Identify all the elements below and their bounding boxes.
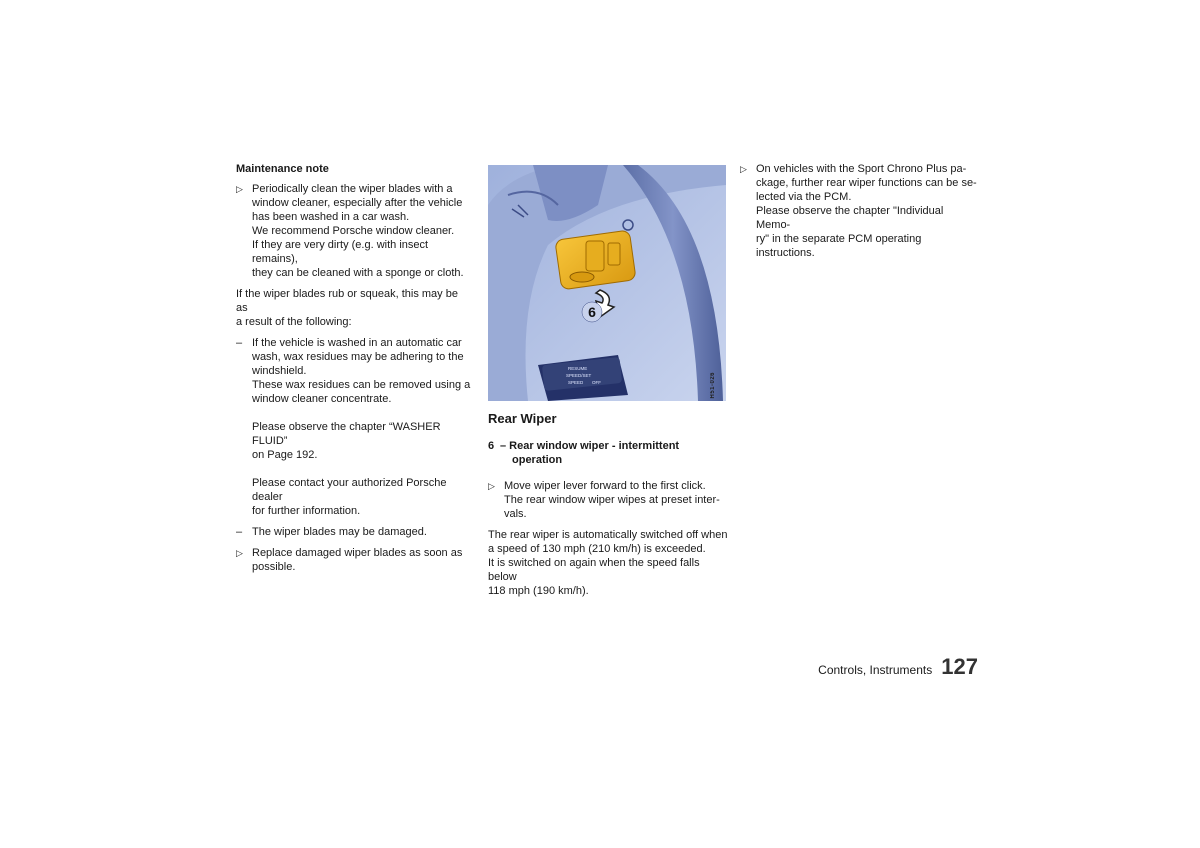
text-line: lected via the PCM. — [756, 191, 852, 203]
text-line: – Rear window wiper - intermittent — [500, 440, 680, 452]
text-line: The rear wiper is automatically switched off when — [488, 529, 728, 541]
list-item — [488, 479, 728, 521]
callout-number: 6 — [488, 440, 495, 452]
list-item — [236, 546, 472, 574]
triangle-bullet-icon: ▷ — [488, 481, 495, 491]
text-line: If the wiper blades rub or squeak, this may be as — [236, 288, 458, 314]
text-line: On vehicles with the Sport Chrono Plus pa- — [756, 163, 967, 175]
section-title: Rear Wiper — [488, 411, 557, 426]
text-line: operation — [512, 454, 563, 466]
text-line: window cleaner, especially after the vehicle — [252, 197, 463, 209]
dash-bullet-icon: – — [236, 337, 243, 349]
triangle-bullet-icon: ▷ — [236, 548, 243, 558]
page-footer — [760, 654, 978, 679]
text-line: they can be cleaned with a sponge or cloth. — [252, 267, 464, 279]
text-line: window cleaner concentrate. — [252, 393, 392, 405]
paragraph — [236, 287, 472, 329]
dash-bullet-icon: – — [236, 526, 243, 538]
text-line: wash, wax residues may be adhering to the — [252, 351, 464, 363]
text-line: on Page 192. — [252, 449, 318, 461]
list-item — [740, 162, 980, 260]
list-item — [236, 525, 472, 539]
figure-code: H51-026 — [710, 372, 716, 399]
text-line: We recommend Porsche window cleaner. — [252, 225, 455, 237]
figure-callout: 6 — [588, 304, 596, 320]
text-line: Please contact your authorized Porsche dealer — [252, 477, 447, 503]
triangle-bullet-icon: ▷ — [236, 184, 243, 194]
text-line: These wax residues can be removed using a — [252, 379, 471, 391]
svg-text:OFF: OFF — [592, 380, 601, 385]
text-line: If the vehicle is washed in an automatic car — [252, 337, 462, 349]
column-left — [236, 162, 472, 581]
text-line: for further information. — [252, 505, 361, 517]
page-number: 127 — [941, 654, 978, 679]
text-line: windshield. — [252, 365, 307, 377]
svg-text:SPEED: SPEED — [568, 380, 584, 385]
list-item — [236, 336, 472, 518]
footer-section-name: Controls, Instruments — [818, 663, 933, 677]
wiper-lever-illustration — [488, 165, 726, 401]
text-line: Please observe the chapter “WASHER FLUID” — [252, 421, 441, 447]
column-right — [740, 162, 980, 267]
callout-legend — [488, 439, 728, 467]
text-line: Replace damaged wiper blades as soon as — [252, 547, 463, 559]
text-line: a speed of 130 mph (210 km/h) is exceeded. — [488, 543, 706, 555]
text-line: 118 mph (190 km/h). — [488, 585, 589, 597]
text-line: vals. — [504, 508, 527, 520]
paragraph — [488, 528, 728, 598]
maintenance-note-title: Maintenance note — [236, 163, 329, 175]
text-line: ckage, further rear wiper functions can be se- — [756, 177, 977, 189]
text-line: Please observe the chapter "Individual Memo- — [756, 205, 944, 231]
text-line: The wiper blades may be damaged. — [252, 526, 427, 538]
svg-text:SPEED/SET: SPEED/SET — [566, 373, 592, 378]
text-line: If they are very dirty (e.g. with insect remains), — [252, 239, 429, 265]
list-item — [236, 182, 472, 280]
text-line: Periodically clean the wiper blades with a — [252, 183, 453, 195]
text-line: Move wiper lever forward to the first click. — [504, 480, 706, 492]
text-line: It is switched on again when the speed falls below — [488, 557, 700, 583]
text-line: The rear window wiper wipes at preset inter- — [504, 494, 720, 506]
svg-text:RESUME: RESUME — [568, 366, 588, 371]
triangle-bullet-icon: ▷ — [740, 164, 747, 174]
text-line: ry" in the separate PCM operating instructions. — [756, 233, 922, 259]
text-line: a result of the following: — [236, 316, 352, 328]
text-line: has been washed in a car wash. — [252, 211, 410, 223]
text-line: possible. — [252, 561, 296, 573]
column-middle — [488, 162, 728, 605]
steering-column-drawing — [488, 165, 726, 401]
